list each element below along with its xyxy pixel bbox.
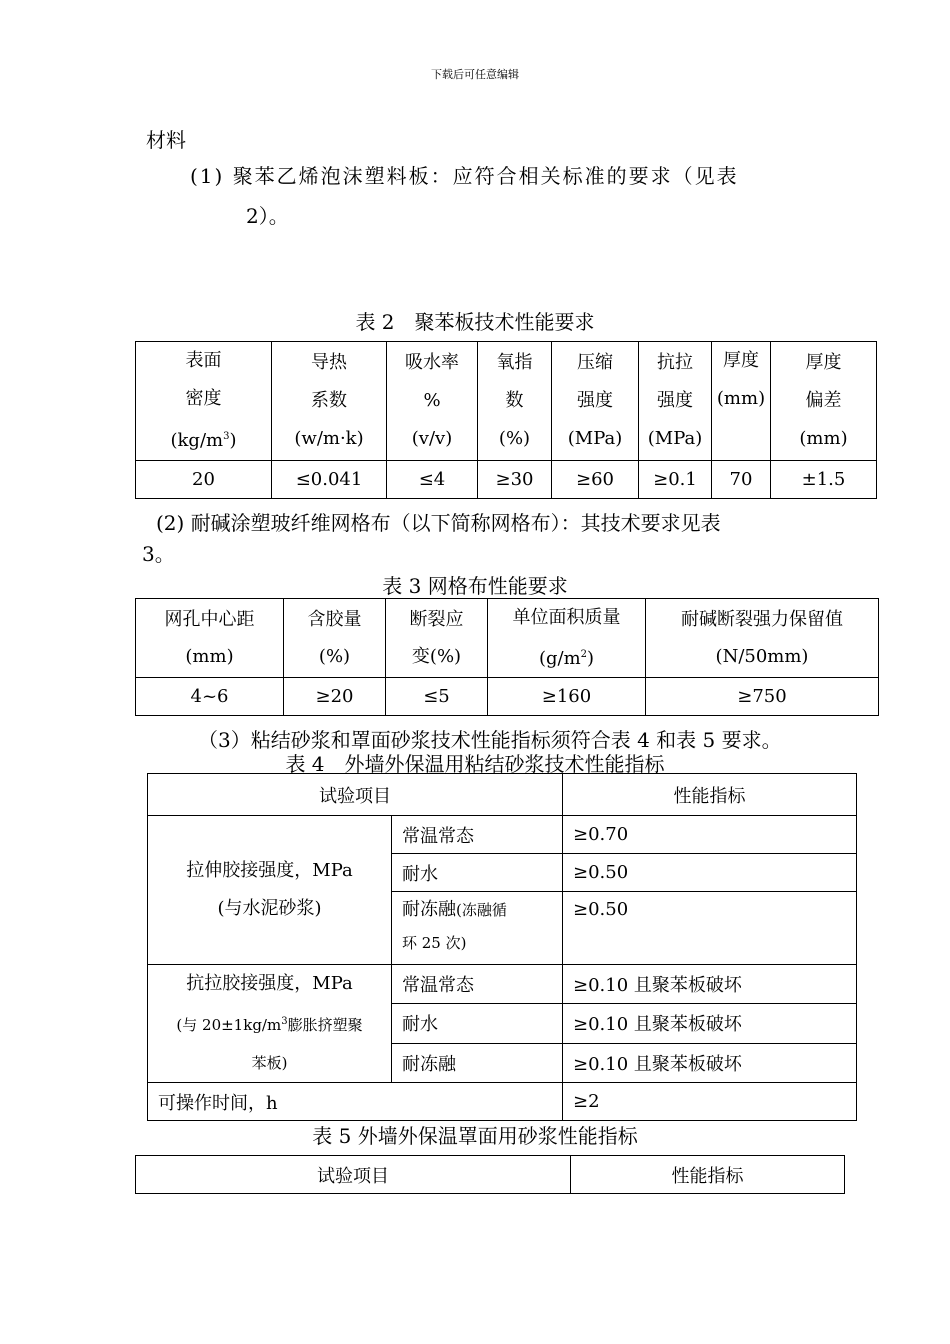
table2-row <box>136 461 877 499</box>
table3-cell: ≥20 <box>284 678 386 716</box>
table2-cell: ±1.5 <box>771 461 877 499</box>
table2-caption: 表 2 聚苯板技术性能要求 <box>355 310 595 334</box>
table4-header-value: 性能指标 <box>563 774 857 816</box>
table2-header-density: 表面 密度 $(kg/m^3)$ <box>136 342 272 461</box>
table2-header-compressive-strength: 压缩 强度 (MPa) <box>552 342 639 461</box>
table3-cell: 4~6 <box>136 678 284 716</box>
table2-cell: ≤4 <box>387 461 478 499</box>
table2-cell: ≥0.1 <box>639 461 712 499</box>
table3-header-unit-mass: 单位面积质量 $(g/m^2)$ <box>488 599 646 678</box>
table5-header-value: 性能指标 <box>571 1156 845 1194</box>
section-title: 材料 <box>146 128 186 152</box>
table3-cell: ≥750 <box>646 678 879 716</box>
table4-caption: 表 4 外墙外保温用粘结砂浆技术性能指标 <box>285 752 665 776</box>
table4-value: ≥2 <box>563 1083 857 1121</box>
table2-header-thickness-deviation: 厚度 偏差 (mm) <box>771 342 877 461</box>
table2-cell: 20 <box>136 461 272 499</box>
table3-caption: 表 3 网格布性能要求 <box>382 574 568 598</box>
table4-value: ≥0.50 <box>563 854 857 892</box>
table5-header-item: 试验项目 <box>136 1156 571 1194</box>
table3-header-glue-content: 含胶量 (%) <box>284 599 386 678</box>
table2-cell: ≥60 <box>552 461 639 499</box>
table3-cell: ≥160 <box>488 678 646 716</box>
table3-header-mesh-spacing: 网孔中心距 (mm) <box>136 599 284 678</box>
table4-value: ≥0.70 <box>563 816 857 854</box>
table2-header-conductivity: 导热 系数 (w/m·k) <box>272 342 387 461</box>
table5 <box>135 1155 845 1194</box>
table4-value: ≥0.10 且聚苯板破坏 <box>563 965 857 1004</box>
table5-caption: 表 5 外墙外保温罩面用砂浆性能指标 <box>312 1124 638 1148</box>
table4-operable-time: 可操作时间，h <box>148 1083 563 1121</box>
table2-header-tensile-strength: 抗拉 强度 (MPa) <box>639 342 712 461</box>
item1-line2: 2）。 <box>246 204 289 228</box>
table4-condition: 耐水 <box>392 1004 563 1043</box>
item2-line2: 3。 <box>142 542 175 566</box>
table2 <box>135 341 877 499</box>
table3-header-break-strain: 断裂应 变(%) <box>386 599 488 678</box>
table2-header-water-absorption: 吸水率 % (v/v) <box>387 342 478 461</box>
table2-header-oxygen-index: 氧指 数 (%) <box>478 342 552 461</box>
item3: （3）粘结砂浆和罩面砂浆技术性能指标须符合表 4 和表 5 要求。 <box>198 728 782 752</box>
table4-condition: 耐水 <box>392 854 563 892</box>
table3 <box>135 598 879 716</box>
table2-cell: ≤0.041 <box>272 461 387 499</box>
table2-header-thickness: 厚度 (mm) <box>712 342 771 461</box>
item1-line1: (1) 聚苯乙烯泡沫塑料板：应符合相关标准的要求（见表 <box>190 164 739 188</box>
table4-condition: 常温常态 <box>392 965 563 1004</box>
table4 <box>147 773 857 1121</box>
table3-header-alkali-retention: 耐碱断裂强力保留值 (N/50mm) <box>646 599 879 678</box>
table4-header-item: 试验项目 <box>148 774 563 816</box>
table4-value: ≥0.10 且聚苯板破坏 <box>563 1004 857 1043</box>
table4-condition: 常温常态 <box>392 816 563 854</box>
table4-group1-label: 拉伸胶接强度，MPa (与水泥砂浆) <box>148 816 392 965</box>
table4-group2-label: 抗拉胶接强度，MPa (与 $20\pm 1kg/m^3$膨胀挤塑聚 苯板) <box>148 965 392 1083</box>
table2-cell: 70 <box>712 461 771 499</box>
table4-condition: 耐冻融 <box>392 1043 563 1082</box>
table3-row <box>136 678 879 716</box>
page-header: 下载后可任意编辑 <box>431 68 519 81</box>
table4-condition: 耐冻融(冻融循 环 25 次) <box>392 892 563 965</box>
table2-cell: ≥30 <box>478 461 552 499</box>
table4-value: ≥0.10 且聚苯板破坏 <box>563 1043 857 1082</box>
table4-value: ≥0.50 <box>563 892 857 965</box>
item2-line1: (2) 耐碱涂塑玻纤维网格布（以下简称网格布）：其技术要求见表 <box>156 511 721 535</box>
table3-cell: ≤5 <box>386 678 488 716</box>
